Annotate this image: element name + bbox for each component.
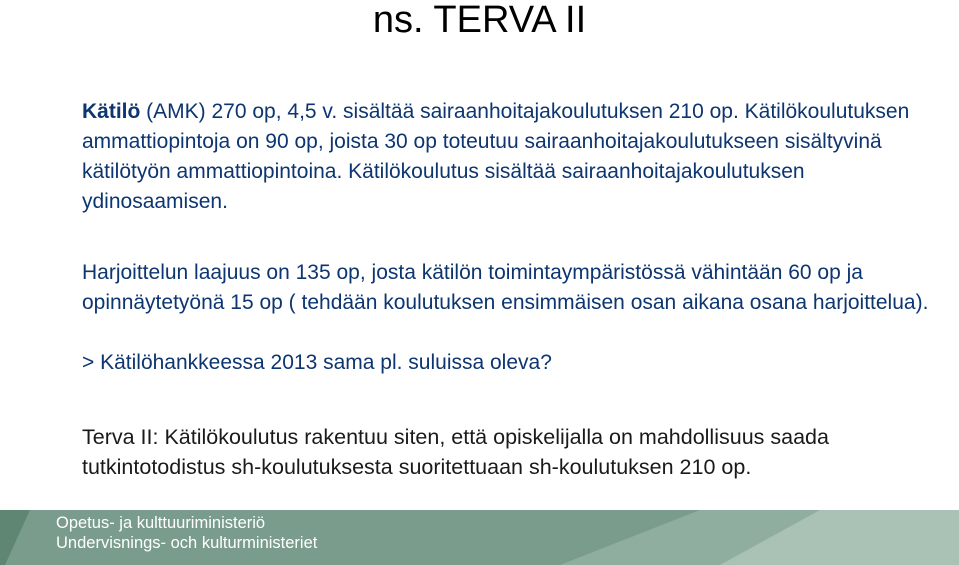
slide-title: ns. TERVA II [372,0,587,41]
paragraph-bold-term: Kätilö [82,100,141,123]
paragraph-question-note: > Kätilöhankkeessa 2013 sama pl. suluissa oleva? [82,351,552,374]
paragraph-text: (AMK) 270 op, 4,5 v. sisältää sairaanhoitajakoulutuksen 210 op. Kätilökoulutuksen ammattiopintoja on 90 op, joista 30 op toteutuu sairaanhoitajakoulutukseen sisältyvinä kätilötyön ammattiopintoina. Kätilökoulutus sisältää sairaanhoitajakoulutuksen ydinosaamisen. [82,100,910,213]
ministry-name-finnish: Opetus- ja kulttuuriministeriö [56,514,266,532]
ministry-name-swedish: Undervisnings- och kulturministeriet [56,534,318,552]
ministry-name [56,513,317,553]
paragraph-training-scope: Harjoittelun laajuus on 135 op, josta kätilön toimintaympäristössä vähintään 60 op ja opinnäytetyönä 15 op ( tehdään koulutuksen ensimmäisen osan aikana osana harjoittelua). [82,261,929,314]
paragraph-midwife-education [82,97,942,217]
paragraph-terva-ii: Terva II: Kätilökoulutus rakentuu siten, että opiskelijalla on mahdollisuus saada tutkintotodistus sh-koulutuksesta suoritettuaan sh-koulutuksen 210 op. [82,425,829,479]
